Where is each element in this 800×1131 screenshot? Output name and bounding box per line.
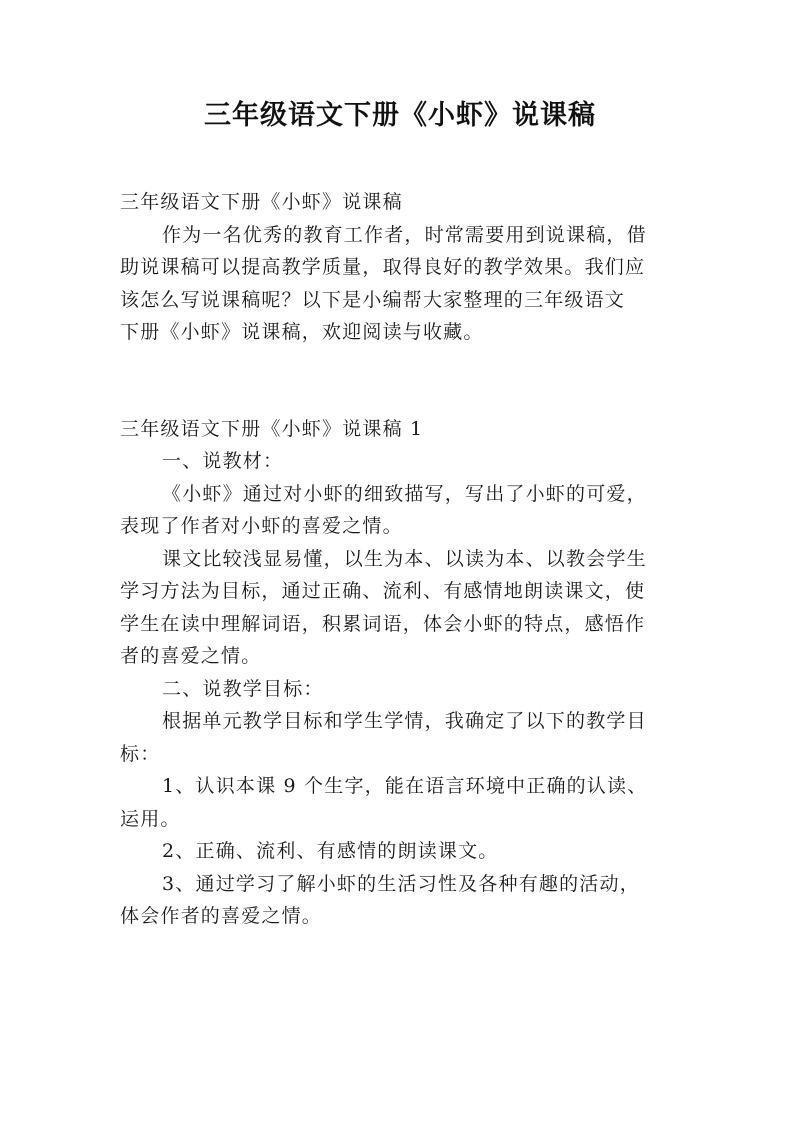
text-line: 者的喜爱之情。 (120, 645, 262, 667)
text-line: 下册《小虾》说课稿，欢迎阅读与收藏。 (120, 321, 484, 343)
text-line: 三年级语文下册《小虾》说课稿 (120, 191, 403, 213)
text-line: 标： (120, 742, 161, 765)
document-title: 三年级语文下册《小虾》说课稿 (204, 100, 596, 131)
text-line: 表现了作者对小虾的喜爱之情。 (120, 515, 403, 537)
text-line: 1、认识本课 9 个生字，能在语言环境中正确的认读、 (162, 775, 648, 797)
text-line: 3、通过学习了解小虾的生活习性及各种有趣的活动， (162, 872, 640, 895)
text-line: 体会作者的喜爱之情。 (120, 905, 323, 927)
text-line: 三年级语文下册《小虾》说课稿 1 (120, 417, 424, 440)
text-line: 2、正确、流利、有感情的朗读课文。 (162, 840, 499, 862)
paragraph-gap (120, 365, 688, 397)
text-line: 一、说教材： (162, 450, 284, 472)
text-line: 二、说教学目标： (162, 677, 324, 700)
text-line: 助说课稿可以提高教学质量，取得良好的教学效果。我们应 (120, 256, 646, 278)
text-line: 该怎么写说课稿呢？以下是小编帮大家整理的三年级语文 (120, 288, 626, 311)
text-line: 运用。 (120, 807, 181, 830)
text-line: 根据单元教学目标和学生学情，我确定了以下的教学目 (162, 710, 647, 732)
text-line: 《小虾》通过对小虾的细致描写，写出了小虾的可爱， (162, 482, 647, 505)
document-body (120, 186, 688, 933)
text-line: 作为一名优秀的教育工作者，时常需要用到说课稿，借 (162, 223, 647, 246)
text-line: 学习方法为目标，通过正确、流利、有感情地朗读课文，使 (120, 580, 646, 602)
text-line: 课文比较浅显易懂，以生为本、以读为本、以教会学生 (162, 547, 647, 570)
text-line: 学生在读中理解词语，积累词语，体会小虾的特点，感悟作 (120, 612, 646, 635)
